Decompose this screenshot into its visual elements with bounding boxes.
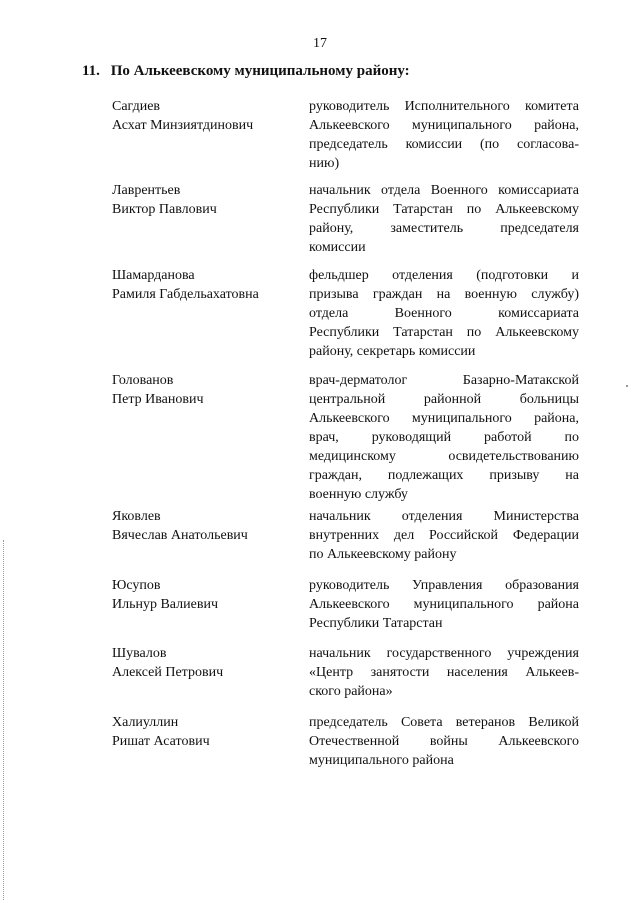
role-line: внутренних дел Российской Федерации <box>309 528 579 543</box>
member-given-name: Вячеслав Анатольевич <box>112 528 248 543</box>
member-surname: Лаврентьев <box>112 183 181 198</box>
role-line: центральной районной больницы <box>309 392 579 407</box>
member-surname: Халиуллин <box>112 715 179 730</box>
member-name <box>112 644 292 682</box>
member-name <box>112 181 292 219</box>
member-role <box>309 97 579 173</box>
member-role <box>309 507 579 564</box>
role-line: нию) <box>309 156 340 171</box>
member-given-name: Петр Иванович <box>112 392 204 407</box>
member-surname: Шувалов <box>112 646 167 661</box>
member-surname: Сагдиев <box>112 99 161 114</box>
scan-margin-artifact <box>3 540 5 900</box>
role-line: Алькеевского муниципального района, <box>309 411 579 426</box>
role-line: Алькеевского муниципального района <box>309 597 579 612</box>
role-line: по Алькеевскому району <box>309 547 457 562</box>
role-line: Республики Татарстан по Алькеевскому <box>309 325 579 340</box>
member-surname: Голованов <box>112 373 174 388</box>
role-line: Алькеевского муниципального района, <box>309 118 579 133</box>
member-given-name: Ришат Асатович <box>112 734 210 749</box>
member-given-name: Асхат Минзиятдинович <box>112 118 254 133</box>
role-line: комиссии <box>309 240 366 255</box>
member-role <box>309 181 579 257</box>
member-given-name: Алексей Петрович <box>112 665 224 680</box>
section-title: По Алькеевскому муниципальному району: <box>110 63 410 79</box>
role-line: району, секретарь комиссии <box>309 344 476 359</box>
role-line: Республики Татарстан <box>309 616 443 631</box>
role-line: врач-дерматолог Базарно-Матакской <box>309 373 579 388</box>
member-surname: Юсупов <box>112 578 161 593</box>
role-line: начальник государственного учреждения <box>309 646 579 661</box>
role-line: руководитель Исполнительного комитета <box>309 99 579 114</box>
member-role <box>309 266 579 361</box>
role-line: руководитель Управления образования <box>309 578 579 593</box>
member-name <box>112 576 292 614</box>
member-name <box>112 266 292 304</box>
role-line: начальник отдела Военного комиссариата <box>309 183 579 198</box>
role-line: призыва граждан на военную службу) <box>309 287 579 302</box>
role-line: Республики Татарстан по Алькеевскому <box>309 202 579 217</box>
member-role <box>309 713 579 770</box>
member-surname: Яковлев <box>112 509 161 524</box>
role-line: врач, руководящий работой по <box>309 430 579 445</box>
role-line: ского района» <box>309 684 393 699</box>
member-given-name: Ильнур Валиевич <box>112 597 218 612</box>
member-name <box>112 713 292 751</box>
role-line: фельдшер отделения (подготовки и <box>309 268 579 283</box>
role-line: отдела Военного комиссариата <box>309 306 579 321</box>
member-role <box>309 371 579 504</box>
role-line: Отечественной войны Алькеевского <box>309 734 579 749</box>
role-line: муниципального района <box>309 753 454 768</box>
page-number: 17 <box>313 36 327 51</box>
member-name <box>112 371 292 409</box>
member-given-name: Виктор Павлович <box>112 202 217 217</box>
role-line: военную службу <box>309 487 408 502</box>
role-line: граждан, подлежащих призыву на <box>309 468 579 483</box>
role-line: начальник отделения Министерства <box>309 509 579 524</box>
section-heading <box>82 62 410 80</box>
role-line: медицинскому освидетельствованию <box>309 449 579 464</box>
member-name <box>112 97 292 135</box>
member-name <box>112 507 292 545</box>
member-role <box>309 644 579 701</box>
role-line: району, заместитель председателя <box>309 221 579 236</box>
scan-dot-artifact <box>626 385 628 387</box>
role-line: председатель Совета ветеранов Великой <box>309 715 579 730</box>
role-line: «Центр занятости населения Алькеев- <box>309 665 579 680</box>
section-number: 11. <box>82 63 100 79</box>
member-given-name: Рамиля Габдельахатовна <box>112 287 259 302</box>
member-surname: Шамарданова <box>112 268 195 283</box>
member-role <box>309 576 579 633</box>
role-line: председатель комиссии (по согласова- <box>309 137 579 152</box>
